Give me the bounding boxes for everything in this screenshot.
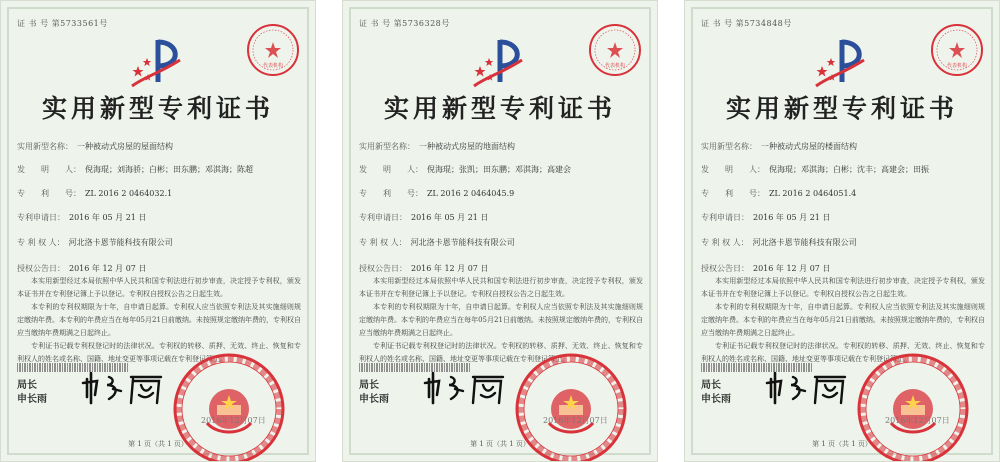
holder-value: 河北洛卡恩节能科技有限公司 <box>68 238 173 247</box>
body-paragraph: 本专利的专利权期限为十年，自申请日起算。专利权人应当依照专利法及其实施细则规定缴纳年费。本专利的年费应当在每年05月21日前缴纳。未按照规定缴纳年费的，专利权自应当缴纳年费期满之日起终止。 <box>359 303 643 337</box>
patent-certificate <box>0 0 316 462</box>
apply-date-value: 2016 年 05 月 21 日 <box>411 213 489 222</box>
body-paragraph: 专利证书记载专利权登记时的法律状况。专利权的转移、质押、无效、终止、恢复和专利权人的姓名或名称、国籍、地址变更等事项记载在专利登记簿上。 <box>359 342 643 363</box>
body-paragraph: 专利证书记载专利权登记时的法律状况。专利权的转移、质押、无效、终止、恢复和专利权人的姓名或名称、国籍、地址变更等事项记载在专利登记簿上。 <box>17 342 301 363</box>
agency-seal-icon <box>929 22 985 78</box>
seal-date: 2016年12月07日 <box>543 416 608 425</box>
certificate-number: 证 书 号 第5734848号 <box>701 19 792 28</box>
inventor-row <box>701 164 929 175</box>
seal-top-text: 代表机构 <box>946 63 968 69</box>
inventor-value: 倪海琨；邓淇海；白彬；沈丰；高建会；田振 <box>769 165 929 174</box>
director-name: 申长雨 <box>359 394 389 405</box>
grant-date-row <box>359 263 488 274</box>
patent-number-label: 专 利 号： <box>701 189 765 198</box>
holder-label: 专 利 权 人： <box>359 238 407 247</box>
cnipa-logo-icon <box>812 36 868 92</box>
holder-row <box>701 237 857 248</box>
inventor-row <box>17 164 253 175</box>
patent-number-row <box>17 188 172 199</box>
apply-date-value: 2016 年 05 月 21 日 <box>753 213 831 222</box>
seal-date: 2016年12月07日 <box>201 416 266 425</box>
signature-icon <box>765 369 855 407</box>
inventor-row <box>359 164 571 175</box>
grant-date-row <box>701 263 830 274</box>
director-title: 局长 <box>701 380 721 391</box>
apply-date-row <box>359 212 488 223</box>
patent-certificate <box>684 0 1000 462</box>
director-block <box>701 379 731 407</box>
cnipa-logo-icon <box>470 36 526 92</box>
cnipa-logo-icon <box>128 36 184 92</box>
holder-label: 专 利 权 人： <box>17 238 65 247</box>
body-paragraph: 本专利的专利权期限为十年，自申请日起算。专利权人应当依照专利法及其实施细则规定缴纳年费。本专利的年费应当在每年05月21日前缴纳。未按照规定缴纳年费的，专利权自应当缴纳年费期满之日起终止。 <box>17 303 301 337</box>
director-name: 申长雨 <box>701 394 731 405</box>
holder-value: 河北洛卡恩节能科技有限公司 <box>752 238 857 247</box>
patent-number-value: ZL 2016 2 0464051.4 <box>769 189 857 198</box>
utility-name-label: 实用新型名称： <box>17 142 73 151</box>
patent-number-row <box>359 188 514 199</box>
inventor-label: 发 明 人： <box>701 165 765 174</box>
agency-seal-icon <box>245 22 301 78</box>
certificate-title: 实用新型专利证书 <box>41 94 274 123</box>
body-paragraph: 本实用新型经过本局依照中华人民共和国专利法进行初步审查，决定授予专利权，颁发本证书并在专利登记簿上予以登记。专利权自授权公告之日起生效。 <box>359 277 643 298</box>
certificate-title: 实用新型专利证书 <box>383 94 616 123</box>
seal-top-text: 代表机构 <box>604 63 626 69</box>
utility-name-label: 实用新型名称： <box>359 142 415 151</box>
seal-date: 2016年12月07日 <box>885 416 950 425</box>
holder-row <box>359 237 515 248</box>
apply-date-label: 专利申请日： <box>359 213 407 222</box>
director-title: 局长 <box>17 380 37 391</box>
director-block <box>359 379 389 407</box>
patent-number-label: 专 利 号： <box>17 189 81 198</box>
patent-certificate <box>342 0 658 462</box>
utility-name-value: 一种被动式房屋的屋面结构 <box>77 142 173 151</box>
page-footer: 第 1 页（共 1 页） <box>128 440 188 448</box>
signature-icon <box>423 369 513 407</box>
utility-name-row <box>359 141 515 152</box>
grant-date-value: 2016 年 12 月 07 日 <box>411 264 489 273</box>
patent-number-label: 专 利 号： <box>359 189 423 198</box>
grant-date-label: 授权公告日： <box>701 264 749 273</box>
body-paragraph: 专利证书记载专利权登记时的法律状况。专利权的转移、质押、无效、终止、恢复和专利权人的姓名或名称、国籍、地址变更等事项记载在专利登记簿上。 <box>701 342 985 363</box>
apply-date-label: 专利申请日： <box>701 213 749 222</box>
certificate-number: 证 书 号 第5733561号 <box>17 19 108 28</box>
director-name: 申长雨 <box>17 394 47 405</box>
agency-seal-icon <box>587 22 643 78</box>
director-title: 局长 <box>359 380 379 391</box>
certificate-number: 证 书 号 第5736328号 <box>359 19 450 28</box>
signature-icon <box>81 369 171 407</box>
apply-date-value: 2016 年 05 月 21 日 <box>69 213 147 222</box>
grant-date-label: 授权公告日： <box>17 264 65 273</box>
utility-name-row <box>701 141 857 152</box>
apply-date-label: 专利申请日： <box>17 213 65 222</box>
body-paragraph: 本实用新型经过本局依照中华人民共和国专利法进行初步审查，决定授予专利权，颁发本证书并在专利登记簿上予以登记。专利权自授权公告之日起生效。 <box>701 277 985 298</box>
grant-date-row <box>17 263 146 274</box>
holder-row <box>17 237 173 248</box>
holder-value: 河北洛卡恩节能科技有限公司 <box>410 238 515 247</box>
page-footer: 第 1 页（共 1 页） <box>470 440 530 448</box>
body-paragraph: 本专利的专利权期限为十年，自申请日起算。专利权人应当依照专利法及其实施细则规定缴纳年费。本专利的年费应当在每年05月21日前缴纳。未按照规定缴纳年费的，专利权自应当缴纳年费期满之日起终止。 <box>701 303 985 337</box>
grant-date-value: 2016 年 12 月 07 日 <box>753 264 831 273</box>
patent-number-value: ZL 2016 2 0464045.9 <box>427 189 515 198</box>
utility-name-label: 实用新型名称： <box>701 142 757 151</box>
page-footer: 第 1 页（共 1 页） <box>812 440 872 448</box>
director-block <box>17 379 47 407</box>
apply-date-row <box>17 212 146 223</box>
utility-name-value: 一种被动式房屋的地面结构 <box>419 142 515 151</box>
inventor-value: 倪海琨；刘海骄；白彬；田东鹏；邓淇海；陈超 <box>85 165 253 174</box>
body-paragraph: 本实用新型经过本局依照中华人民共和国专利法进行初步审查，决定授予专利权，颁发本证书并在专利登记簿上予以登记。专利权自授权公告之日起生效。 <box>17 277 301 298</box>
certificate-title: 实用新型专利证书 <box>725 94 958 123</box>
holder-label: 专 利 权 人： <box>701 238 749 247</box>
inventor-value: 倪海琨；张凯；田东鹏；邓淇海；高建会 <box>427 165 571 174</box>
grant-date-value: 2016 年 12 月 07 日 <box>69 264 147 273</box>
grant-date-label: 授权公告日： <box>359 264 407 273</box>
seal-top-text: 代表机构 <box>262 63 284 69</box>
utility-name-row <box>17 141 173 152</box>
inventor-label: 发 明 人： <box>17 165 81 174</box>
apply-date-row <box>701 212 830 223</box>
utility-name-value: 一种被动式房屋的楼面结构 <box>761 142 857 151</box>
patent-number-row <box>701 188 856 199</box>
patent-number-value: ZL 2016 2 0464032.1 <box>85 189 173 198</box>
inventor-label: 发 明 人： <box>359 165 423 174</box>
